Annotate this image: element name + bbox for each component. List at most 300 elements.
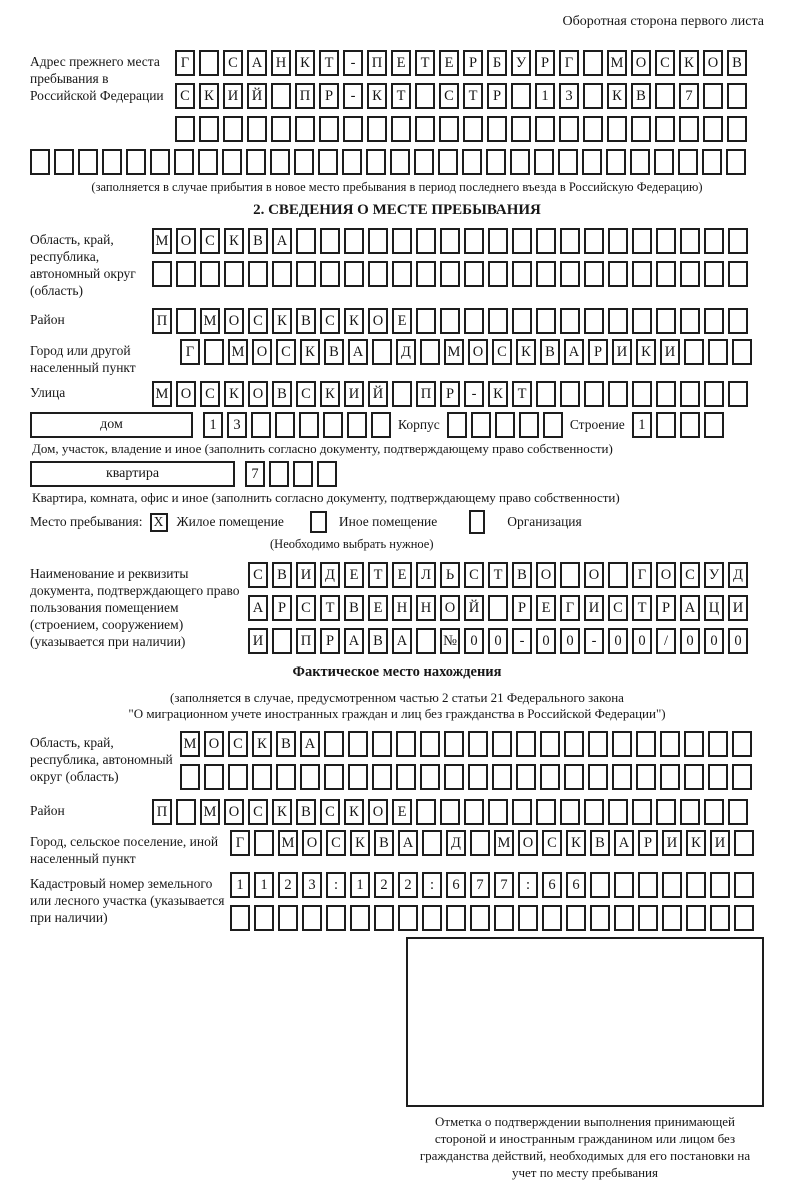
fact-title: Фактическое место нахождения	[292, 664, 502, 680]
char-box	[728, 799, 748, 825]
char-box: К	[320, 381, 340, 407]
char-box: М	[200, 799, 220, 825]
char-box: В	[540, 339, 560, 365]
char-box: К	[344, 799, 364, 825]
char-box: Г	[175, 50, 195, 76]
char-box: К	[344, 308, 364, 334]
char-box	[468, 731, 488, 757]
char-box	[463, 116, 483, 142]
char-box	[126, 149, 146, 175]
char-box: С	[200, 228, 220, 254]
char-box: А	[392, 628, 412, 654]
char-box: И	[662, 830, 682, 856]
char-box	[732, 339, 752, 365]
stroenie-row	[632, 412, 724, 438]
char-box	[540, 731, 560, 757]
char-box: Г	[180, 339, 200, 365]
char-box: Й	[368, 381, 388, 407]
char-box	[422, 905, 442, 931]
char-box	[344, 261, 364, 287]
char-box	[636, 731, 656, 757]
char-box	[536, 261, 556, 287]
char-box	[588, 731, 608, 757]
section-2-title: 2. СВЕДЕНИЯ О МЕСТЕ ПРЕБЫВАНИЯ	[253, 202, 541, 218]
char-box	[420, 731, 440, 757]
char-box	[300, 764, 320, 790]
char-box: 0	[728, 628, 748, 654]
char-box: О	[656, 562, 676, 588]
char-box	[636, 764, 656, 790]
char-box: -	[343, 50, 363, 76]
char-box	[350, 905, 370, 931]
char-box: А	[348, 339, 368, 365]
char-box: Н	[392, 595, 412, 621]
previous-address-label: Адрес прежнего места пребывания в Российской Федерации	[30, 54, 164, 103]
char-box	[680, 381, 700, 407]
char-box	[488, 261, 508, 287]
char-box: Т	[488, 562, 508, 588]
char-box: 3	[302, 872, 322, 898]
char-box	[462, 149, 482, 175]
char-box	[631, 116, 651, 142]
char-box	[176, 308, 196, 334]
char-box: М	[152, 228, 172, 254]
char-box: В	[590, 830, 610, 856]
char-box	[512, 308, 532, 334]
char-box: К	[272, 308, 292, 334]
char-box	[732, 764, 752, 790]
char-box	[392, 228, 412, 254]
char-box	[464, 261, 484, 287]
char-box: Й	[464, 595, 484, 621]
char-box: Р	[440, 381, 460, 407]
char-box	[415, 116, 435, 142]
char-box	[471, 412, 491, 438]
field-gorod	[30, 339, 764, 376]
char-box	[684, 339, 704, 365]
char-box: О	[440, 595, 460, 621]
char-box	[518, 905, 538, 931]
char-box: О	[631, 50, 651, 76]
char-box: Т	[632, 595, 652, 621]
stroenie-label: Строение	[569, 417, 625, 432]
char-box	[372, 764, 392, 790]
char-box	[734, 905, 754, 931]
char-box: С	[175, 83, 195, 109]
char-box: 2	[398, 872, 418, 898]
char-box: О	[204, 731, 224, 757]
char-box	[728, 308, 748, 334]
char-box: М	[278, 830, 298, 856]
fact-note-2: "О миграционном учете иностранных граждан и лиц без гражданства в Российской Федерации")	[128, 706, 666, 721]
char-box: Р	[535, 50, 555, 76]
char-box	[583, 83, 603, 109]
char-box	[326, 905, 346, 931]
char-box	[272, 261, 292, 287]
char-box	[174, 149, 194, 175]
char-box: С	[326, 830, 346, 856]
char-box	[656, 228, 676, 254]
field-previous-address	[30, 50, 764, 142]
char-box	[488, 228, 508, 254]
char-box	[440, 261, 460, 287]
char-box: А	[344, 628, 364, 654]
char-box	[420, 339, 440, 365]
gorod-row	[180, 339, 752, 365]
char-box: П	[296, 628, 316, 654]
char-box: О	[518, 830, 538, 856]
gorod-label: Город или другой населенный пункт	[30, 343, 136, 375]
char-box	[606, 149, 626, 175]
char-box	[294, 149, 314, 175]
char-box: И	[710, 830, 730, 856]
char-box	[560, 261, 580, 287]
char-box	[656, 308, 676, 334]
char-box: 2	[278, 872, 298, 898]
option-organizatsiya-label: Организация	[507, 514, 582, 529]
char-box	[439, 116, 459, 142]
char-box	[271, 116, 291, 142]
char-box	[516, 764, 536, 790]
char-box	[680, 308, 700, 334]
char-box	[248, 261, 268, 287]
char-box	[416, 308, 436, 334]
char-box	[655, 83, 675, 109]
char-box	[444, 764, 464, 790]
char-box: Р	[272, 595, 292, 621]
checkbox-zhiloe: X	[150, 513, 168, 532]
document-row-1	[248, 562, 748, 588]
fact-note-1: (заполняется в случае, предусмотренном частью 2 статьи 21 Федерального закона	[170, 690, 624, 705]
char-box	[662, 872, 682, 898]
char-box: О	[703, 50, 723, 76]
char-box	[679, 116, 699, 142]
char-box	[684, 731, 704, 757]
char-box: 0	[680, 628, 700, 654]
char-box: А	[272, 228, 292, 254]
char-box	[708, 339, 728, 365]
char-box: 0	[560, 628, 580, 654]
char-box: Р	[638, 830, 658, 856]
char-box: К	[350, 830, 370, 856]
char-box: С	[492, 339, 512, 365]
char-box: И	[612, 339, 632, 365]
char-box: 1	[254, 872, 274, 898]
char-box	[686, 872, 706, 898]
char-box: С	[248, 799, 268, 825]
char-box: К	[686, 830, 706, 856]
document-label: Наименование и реквизиты документа, подтверждающего право пользования помещением (строением, сооружением) (указывается при наличии)	[30, 566, 240, 649]
field-kadastr	[30, 872, 764, 931]
char-box	[728, 381, 748, 407]
char-box: К	[252, 731, 272, 757]
field-raion	[30, 308, 764, 334]
char-box	[371, 412, 391, 438]
oblast-row-1	[152, 228, 748, 254]
char-box	[608, 562, 628, 588]
char-box	[680, 799, 700, 825]
char-box	[583, 50, 603, 76]
char-box: А	[398, 830, 418, 856]
char-box	[199, 50, 219, 76]
char-box	[732, 731, 752, 757]
char-box	[468, 764, 488, 790]
previous-address-row-1	[175, 50, 747, 76]
char-box	[638, 872, 658, 898]
char-box	[180, 764, 200, 790]
char-box	[536, 228, 556, 254]
char-box: А	[564, 339, 584, 365]
char-box: Д	[320, 562, 340, 588]
char-box: 7	[470, 872, 490, 898]
char-box	[422, 830, 442, 856]
char-box	[254, 905, 274, 931]
field-ulitsa	[30, 381, 764, 407]
mesto-note: (Необходимо выбрать нужное)	[270, 537, 434, 551]
char-box	[680, 412, 700, 438]
char-box	[655, 116, 675, 142]
char-box	[608, 381, 628, 407]
char-box: О	[302, 830, 322, 856]
char-box: В	[512, 562, 532, 588]
mesto-label: Место пребывания:	[30, 514, 143, 529]
char-box: 7	[494, 872, 514, 898]
char-box	[487, 116, 507, 142]
char-box: Т	[391, 83, 411, 109]
char-box: М	[180, 731, 200, 757]
char-box: С	[439, 83, 459, 109]
char-box: О	[224, 799, 244, 825]
char-box	[271, 83, 291, 109]
char-box: Р	[487, 83, 507, 109]
char-box: Р	[320, 628, 340, 654]
char-box: О	[252, 339, 272, 365]
char-box: В	[272, 562, 292, 588]
char-box	[398, 905, 418, 931]
char-box	[728, 261, 748, 287]
char-box	[344, 228, 364, 254]
kadastr-row-1	[230, 872, 754, 898]
char-box	[488, 308, 508, 334]
char-box: Г	[560, 595, 580, 621]
fact-oblast-label: Область, край, республика, автономный округ (область)	[30, 735, 173, 784]
char-box	[416, 261, 436, 287]
char-box: 6	[446, 872, 466, 898]
ulitsa-label: Улица	[30, 385, 66, 400]
char-box	[392, 381, 412, 407]
char-box: Р	[588, 339, 608, 365]
char-box	[703, 83, 723, 109]
char-box	[464, 799, 484, 825]
char-box	[486, 149, 506, 175]
char-box	[656, 261, 676, 287]
char-box	[680, 261, 700, 287]
char-box	[276, 764, 296, 790]
char-box	[347, 412, 367, 438]
char-box: Ц	[704, 595, 724, 621]
char-box: В	[631, 83, 651, 109]
char-box	[420, 764, 440, 790]
char-box	[704, 228, 724, 254]
char-box: -	[512, 628, 532, 654]
char-box: Е	[392, 799, 412, 825]
char-box	[584, 308, 604, 334]
char-box	[656, 412, 676, 438]
char-box	[540, 764, 560, 790]
char-box	[710, 872, 730, 898]
char-box	[30, 149, 50, 175]
char-box	[230, 905, 250, 931]
char-box: Т	[463, 83, 483, 109]
kadastr-row-2	[230, 905, 754, 931]
dom-caption: Дом, участок, владение и иное (заполнить согласно документу, подтверждающему право собственности)	[32, 441, 613, 456]
char-box: Е	[391, 50, 411, 76]
char-box: М	[444, 339, 464, 365]
char-box	[708, 731, 728, 757]
previous-address-row-3	[175, 116, 747, 142]
char-box	[708, 764, 728, 790]
char-box: М	[607, 50, 627, 76]
char-box: А	[247, 50, 267, 76]
char-box	[324, 731, 344, 757]
char-box	[323, 412, 343, 438]
char-box: В	[296, 799, 316, 825]
char-box: В	[374, 830, 394, 856]
char-box: С	[320, 799, 340, 825]
char-box: С	[248, 562, 268, 588]
dom-box-label: дом	[30, 412, 193, 438]
char-box: С	[223, 50, 243, 76]
document-row-2	[248, 595, 748, 621]
char-box	[444, 731, 464, 757]
char-box	[470, 905, 490, 931]
char-box	[632, 799, 652, 825]
char-box	[678, 149, 698, 175]
char-box: А	[680, 595, 700, 621]
fact-oblast-row-1	[180, 731, 752, 757]
char-box: П	[152, 308, 172, 334]
char-box	[632, 381, 652, 407]
char-box: 0	[608, 628, 628, 654]
char-box: М	[228, 339, 248, 365]
char-box: М	[494, 830, 514, 856]
char-box: Е	[392, 308, 412, 334]
char-box	[728, 228, 748, 254]
char-box: К	[607, 83, 627, 109]
char-box	[662, 905, 682, 931]
kvartira-caption: Квартира, комната, офис и иное (заполнить согласно документу, подтверждающему право собственности)	[32, 490, 620, 505]
char-box	[275, 412, 295, 438]
char-box: 0	[488, 628, 508, 654]
char-box	[512, 799, 532, 825]
char-box: Е	[392, 562, 412, 588]
char-box	[320, 228, 340, 254]
char-box: Д	[728, 562, 748, 588]
char-box: О	[584, 562, 604, 588]
fact-gorod-row	[230, 830, 754, 856]
korpus-label: Корпус	[398, 417, 440, 432]
char-box: И	[728, 595, 748, 621]
char-box	[702, 149, 722, 175]
confirmation-stamp-box	[406, 937, 764, 1107]
char-box: 7	[679, 83, 699, 109]
char-box: Г	[559, 50, 579, 76]
char-box	[584, 261, 604, 287]
field-oblast	[30, 228, 764, 299]
char-box	[734, 872, 754, 898]
char-box: С	[464, 562, 484, 588]
char-box: Б	[487, 50, 507, 76]
char-box: 0	[632, 628, 652, 654]
char-box	[247, 116, 267, 142]
char-box	[416, 628, 436, 654]
char-box	[199, 116, 219, 142]
char-box	[632, 308, 652, 334]
char-box	[348, 731, 368, 757]
char-box	[727, 116, 747, 142]
char-box	[727, 83, 747, 109]
char-box	[566, 905, 586, 931]
char-box: -	[584, 628, 604, 654]
char-box	[372, 731, 392, 757]
char-box	[251, 412, 271, 438]
char-box	[470, 830, 490, 856]
char-box	[734, 830, 754, 856]
char-box	[198, 149, 218, 175]
char-box: В	[248, 228, 268, 254]
char-box	[343, 116, 363, 142]
char-box	[446, 905, 466, 931]
char-box: 7	[245, 461, 265, 487]
char-box: :	[422, 872, 442, 898]
field-fact-oblast	[30, 731, 764, 790]
char-box: Н	[416, 595, 436, 621]
raion-row	[152, 308, 748, 334]
char-box	[656, 799, 676, 825]
char-box: К	[272, 799, 292, 825]
char-box: С	[608, 595, 628, 621]
char-box	[584, 381, 604, 407]
char-box: С	[228, 731, 248, 757]
char-box: О	[176, 381, 196, 407]
char-box: Е	[344, 562, 364, 588]
char-box	[366, 149, 386, 175]
char-box	[612, 731, 632, 757]
char-box: А	[614, 830, 634, 856]
char-box	[204, 339, 224, 365]
char-box	[535, 116, 555, 142]
char-box: 6	[566, 872, 586, 898]
char-box: 1	[203, 412, 223, 438]
char-box	[512, 261, 532, 287]
char-box	[317, 461, 337, 487]
stamp-caption: Отметка о подтверждении выполнения принимающей стороной и иностранным гражданином или лицом без гражданства действий, необходимых для его постановки на учет по месту пребывания	[419, 1114, 751, 1180]
char-box: С	[200, 381, 220, 407]
char-box	[543, 412, 563, 438]
char-box	[293, 461, 313, 487]
char-box	[272, 628, 292, 654]
oblast-row-2	[152, 261, 748, 287]
char-box	[654, 149, 674, 175]
char-box	[632, 228, 652, 254]
char-box: К	[566, 830, 586, 856]
char-box: К	[224, 228, 244, 254]
char-box	[296, 228, 316, 254]
char-box	[510, 149, 530, 175]
char-box: П	[152, 799, 172, 825]
char-box	[608, 228, 628, 254]
char-box: -	[464, 381, 484, 407]
